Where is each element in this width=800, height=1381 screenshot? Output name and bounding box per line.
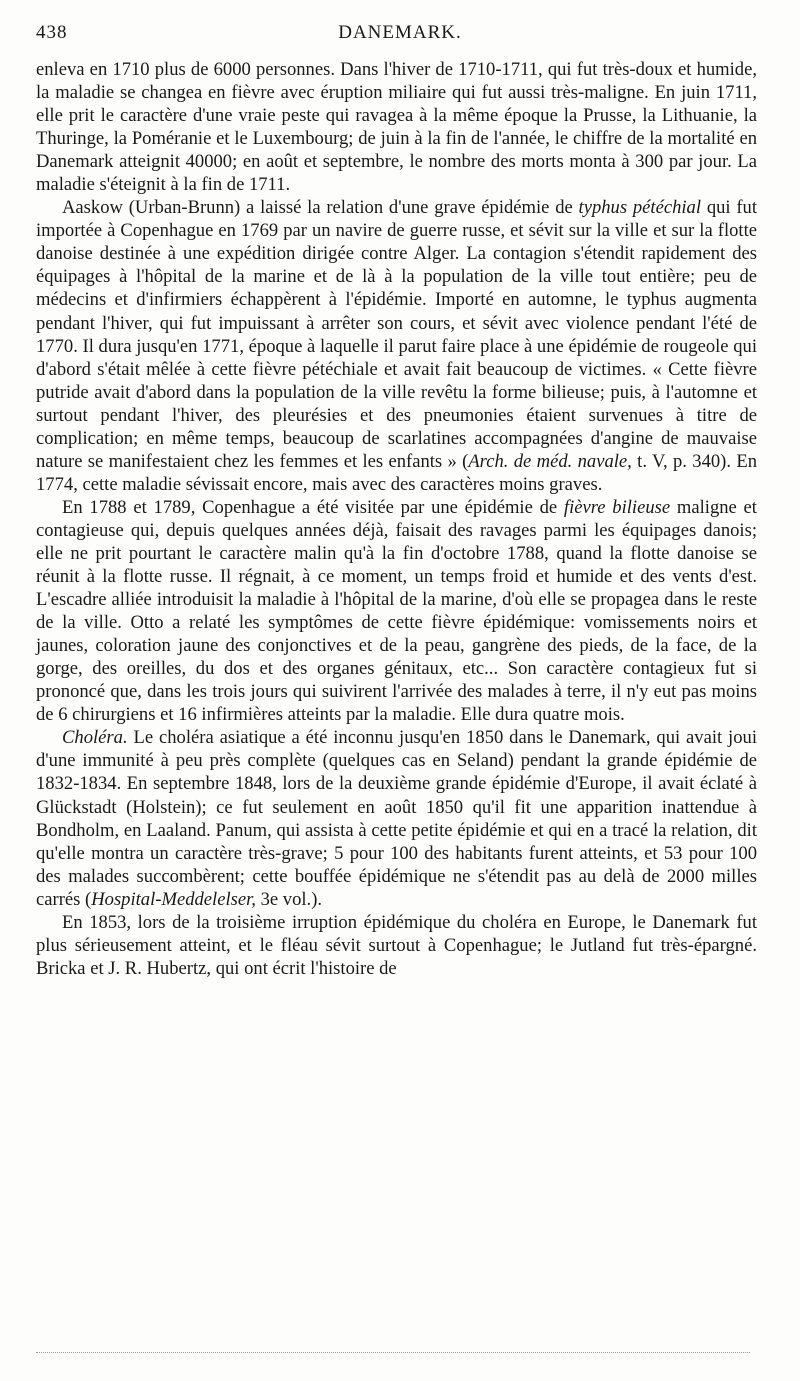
paragraph-4-text-b: Le choléra asiatique a été inconnu jusqu'en 1850 dans le Danemark, qui avait joui d'une immunité à peu près complète (quelques cas en Seland) pendant la grande épidémie de 1832-1834. En septembre 1848, lors de la deuxième grande épidémie d'Europe, il avait éclaté à Glückstadt (Holstein); ce fut seulement en août 1850 qu'il fit une apparition inattendue à Bondholm, en Laaland. Panum, qui assista à cette petite épidémie et qui en a tracé la relation, dit qu'elle montra un caractère très-grave; 5 pour 100 des habitants furent atteints, et 53 pour 100 des malades succombèrent; cette bouffée épidémique ne s'étendit pas au delà de 2000 milles carrés (	[36, 727, 757, 910]
paragraph-3	[36, 496, 757, 726]
paragraph-4-italic-citation: Hospital-Meddelelser,	[91, 888, 256, 910]
paragraph-4-text-d: 3e vol.).	[255, 888, 323, 910]
running-head	[36, 22, 764, 50]
paragraph-1	[36, 58, 757, 196]
paragraph-3-text-a: En 1788 et 1789, Copenhague a été visitée par une épidémie de	[62, 496, 564, 518]
paragraph-3-italic-fievre: fièvre bilieuse	[563, 496, 671, 518]
paragraph-2-italic-typhus: typhus pétéchial	[578, 197, 702, 219]
page-number: 438	[36, 22, 68, 43]
paragraph-2	[36, 196, 757, 496]
paragraph-1-text: enleva en 1710 plus de 6000 personnes. Dans l'hiver de 1710-1711, qui fut très-doux et humide, la maladie se changea en fièvre avec éruption miliaire qui fut aussi très-maligne. En juin 1711, elle prit le caractère d'une vraie peste qui ravagea à la même époque la Prusse, la Lithuanie, la Thuringe, la Poméranie et le Luxembourg; de juin à la fin de l'année, le chiffre de la mortalité en Danemark atteignit 40000; en août et septembre, le nombre des morts monta à 300 par jour. La maladie s'éteignit à la fin de 1711.	[36, 59, 757, 196]
paragraph-2-text-e: t. V, p. 340). En 1774, cette maladie sévissait encore, mais avec des caractères moins graves.	[36, 450, 758, 495]
footer-dotted-rule	[36, 1352, 750, 1353]
paragraph-2-italic-citation: Arch. de méd. navale,	[468, 450, 632, 472]
paragraph-3-text-c: maligne et contagieuse qui, depuis quelques années déjà, faisait des ravages parmi les équipages danois; elle ne prit pourtant le caractère malin qu'à la fin d'octobre 1788, quand la flotte danoise se réunit à la flotte russe. Il régnait, à ce moment, un temps froid et humide et des vents d'est. L'escadre alliée introduisit la maladie à l'hôpital de la marine, d'où elle se propagea dans le reste de la ville. Otto a relaté les symptômes de cette fièvre épidémique: vomissements noirs et jaunes, coloration jaune des conjonctives et de la peau, gangrène des pieds, de la face, de la gorge, des oreilles, du dos et des organes génitaux, etc... Son caractère contagieux fut si prononcé que, dans les trois jours qui suivirent l'arrivée des malades à terre, il n'y eut pas moins de 6 chirurgiens et 16 infirmières atteints par la maladie. Elle dura quatre mois.	[36, 496, 757, 726]
paragraph-2-text-a: Aaskow (Urban-Brunn) a laissé la relation d'une grave épidémie de	[62, 197, 579, 219]
body-text	[36, 58, 757, 980]
paragraph-5	[36, 911, 757, 980]
paragraph-4-italic-cholera: Choléra.	[62, 727, 128, 749]
paragraph-2-text-c: qui fut importée à Copenhague en 1769 par un navire de guerre russe, et sévit sur la ville et sur la flotte danoise destinée à une expédition dirigée contre Alger. La contagion s'étendit rapidement des équipages à l'hôpital de la marine et de là à la population de la ville tout entière; peu de médecins et d'infirmiers échappèrent à l'épidémie. Importé en automne, le typhus augmenta pendant l'hiver, qui fut impuissant à arrêter son cours, et sévit avec violence pendant l'été de 1770. Il dura jusqu'en 1771, époque à laquelle il parut faire place à une épidémie de rougeole qui d'abord s'était mêlée à cette fièvre pétéchiale et avait fait beaucoup de victimes. « Cette fièvre putride avait d'abord dans la population de la ville revêtu la forme bilieuse; puis, à l'automne et surtout pendant l'hiver, des pleurésies et des pneumonies étaient survenues à titre de complication; en même temps, beaucoup de scarlatines accompagnées d'angine de mauvaise nature se manifestaient chez les femmes et les enfants » (	[36, 197, 758, 472]
paragraph-5-text: En 1853, lors de la troisième irruption épidémique du choléra en Europe, le Danemark fut plus sérieusement atteint, et le fléau sévit surtout à Copenhague; le Jutland fut très-épargné. Bricka et J. R. Hubertz, qui ont écrit l'histoire de	[36, 911, 757, 979]
paragraph-4	[36, 726, 757, 910]
running-title: DANEMARK.	[338, 22, 462, 43]
